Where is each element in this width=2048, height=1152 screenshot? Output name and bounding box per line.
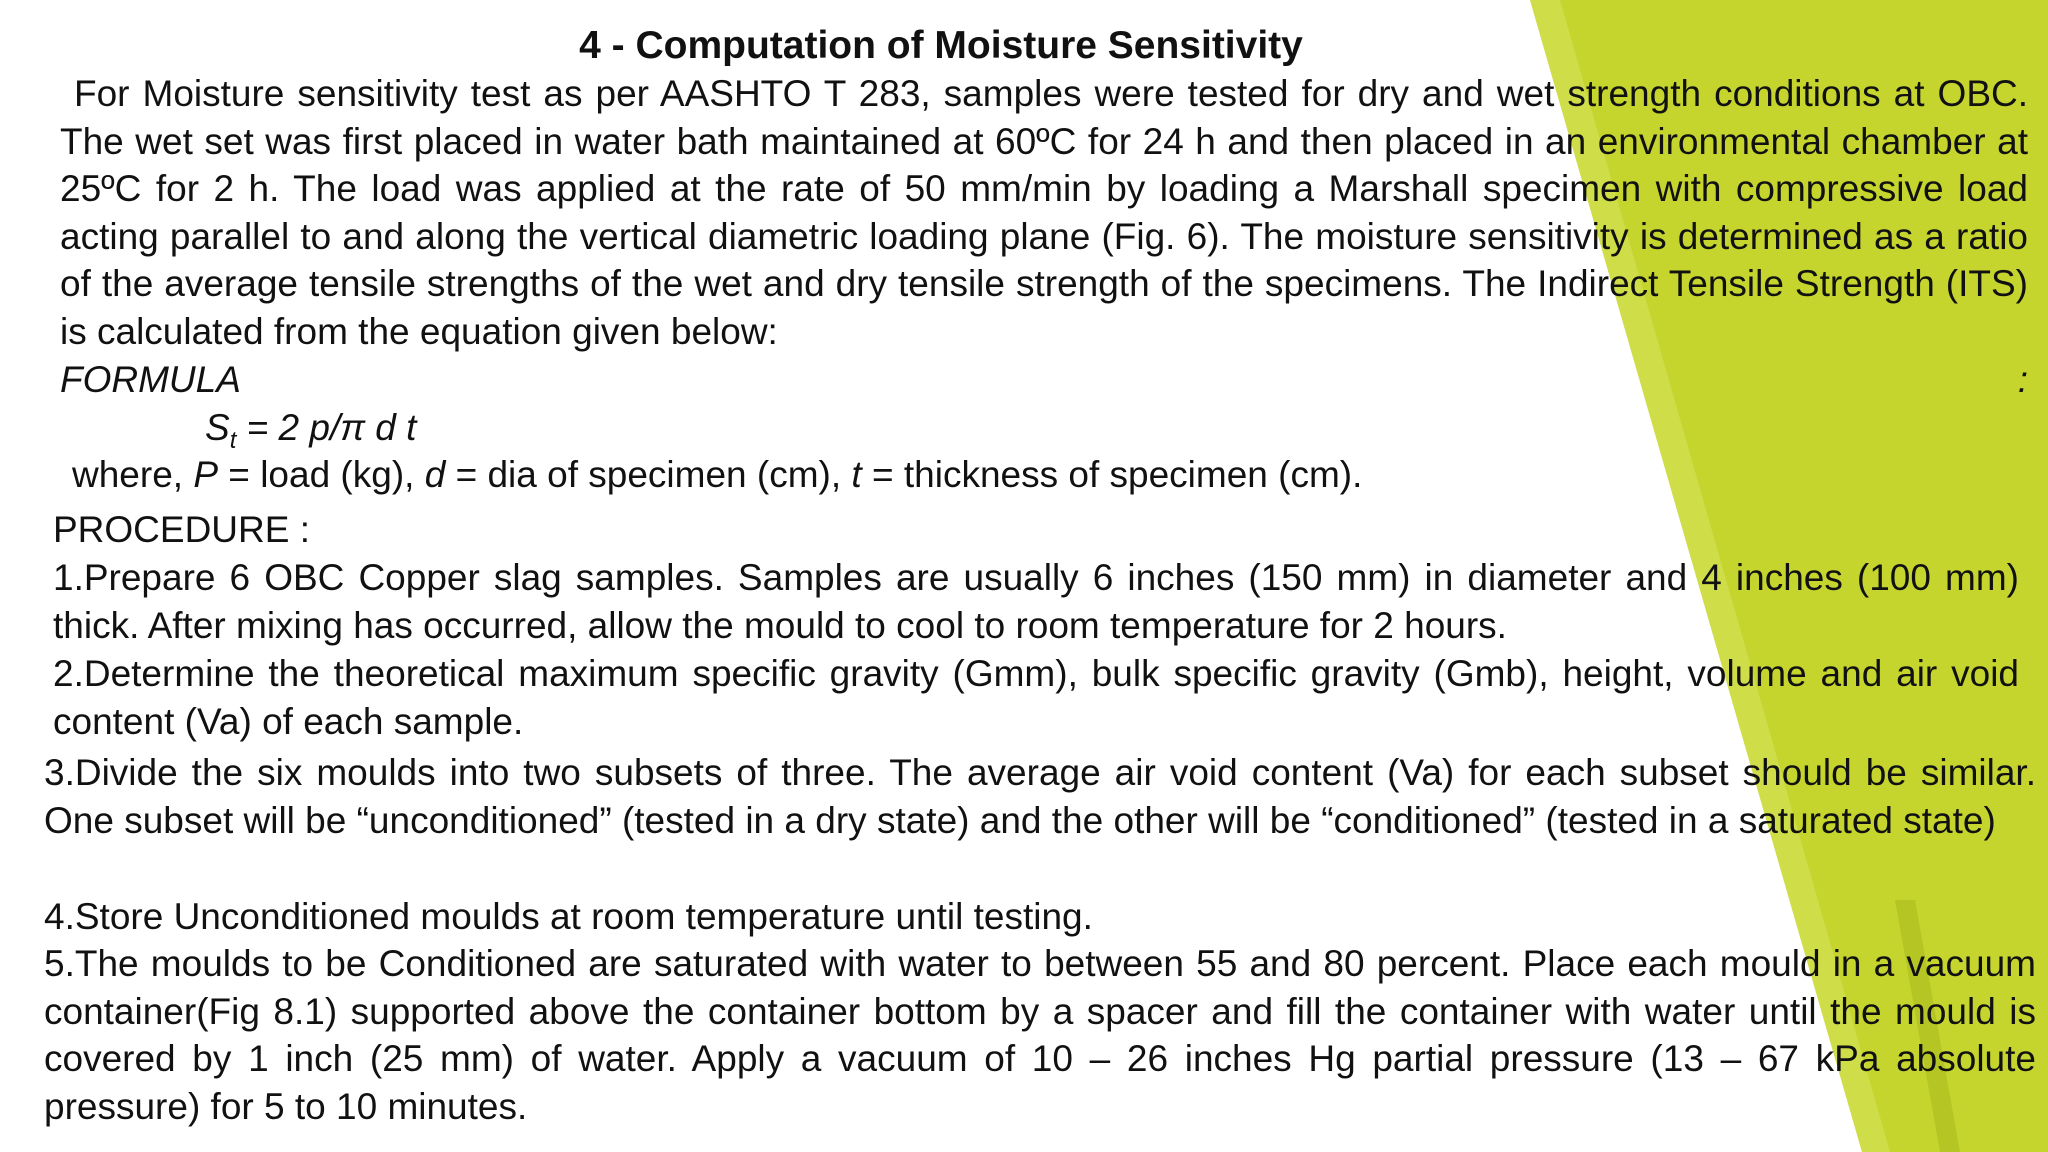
- slide-title: 4 - Computation of Moisture Sensitivity: [579, 24, 1303, 67]
- variable-definitions: [72, 451, 1362, 499]
- intro-paragraph: For Moisture sensitivity test as per AASHTO T 283, samples were tested for dry and wet strength conditions at OBC. The wet set was first placed in water bath maintained at 60ºC for 24 h and then placed in an environmental chamber at 25ºC for 2 h. The load was applied at the rate of 50 mm/min by loading a Marshall specimen with compressive load acting parallel to and along the vertical diametric loading plane (Fig. 6). The moisture sensitivity is determined as a ratio of the average tensile strengths of the wet and dry tensile strength of the specimens. The Indirect Tensile Strength (ITS) is calculated from the equation given below:: [60, 73, 2028, 352]
- equation-subscript: t: [229, 427, 237, 454]
- var-t: t: [851, 454, 862, 495]
- procedure-step-4: 4.Store Unconditioned moulds at room temperature until testing.: [44, 896, 1093, 937]
- def-t: = thickness of specimen (cm).: [861, 454, 1363, 495]
- equation-rhs: = 2 p/π d t: [236, 407, 417, 448]
- formula-colon: :: [2017, 359, 2028, 400]
- def-p: = load (kg),: [218, 454, 425, 495]
- procedure-step-2: 2.Determine the theoretical maximum specific gravity (Gmm), bulk specific gravity (Gmb), height, volume and air void content (Va) of each sample.: [53, 653, 2019, 742]
- equation-lhs: S: [205, 407, 230, 448]
- where-prefix: where,: [72, 454, 194, 495]
- procedure-step-3: 3.Divide the six moulds into two subsets of three. The average air void content (Va) for each subset should be similar. One subset will be “unconditioned” (tested in a dry state) and the other will be “conditioned” (tested in a saturated state): [44, 752, 2036, 841]
- formula-label: FORMULA: [60, 359, 241, 400]
- procedure-step-5: 5.The moulds to be Conditioned are saturated with water to between 55 and 80 percent. Place each mould in a vacuum container(Fig 8.1) supported above the container bottom by a spacer and fill the container with water until the mould is covered by 1 inch (25 mm) of water. Apply a vacuum of 10 – 26 inches Hg partial pressure (13 – 67 kPa absolute pressure) for 5 to 10 minutes.: [44, 943, 2036, 1127]
- procedure-step-1: 1.Prepare 6 OBC Copper slag samples. Samples are usually 6 inches (150 mm) in diameter and 4 inches (100 mm) thick. After mixing has occurred, allow the mould to cool to room temperature for 2 hours.: [53, 557, 2019, 646]
- procedure-heading: PROCEDURE :: [53, 509, 310, 550]
- var-d: d: [424, 454, 446, 495]
- var-p: P: [193, 454, 219, 495]
- def-d: = dia of specimen (cm),: [445, 454, 852, 495]
